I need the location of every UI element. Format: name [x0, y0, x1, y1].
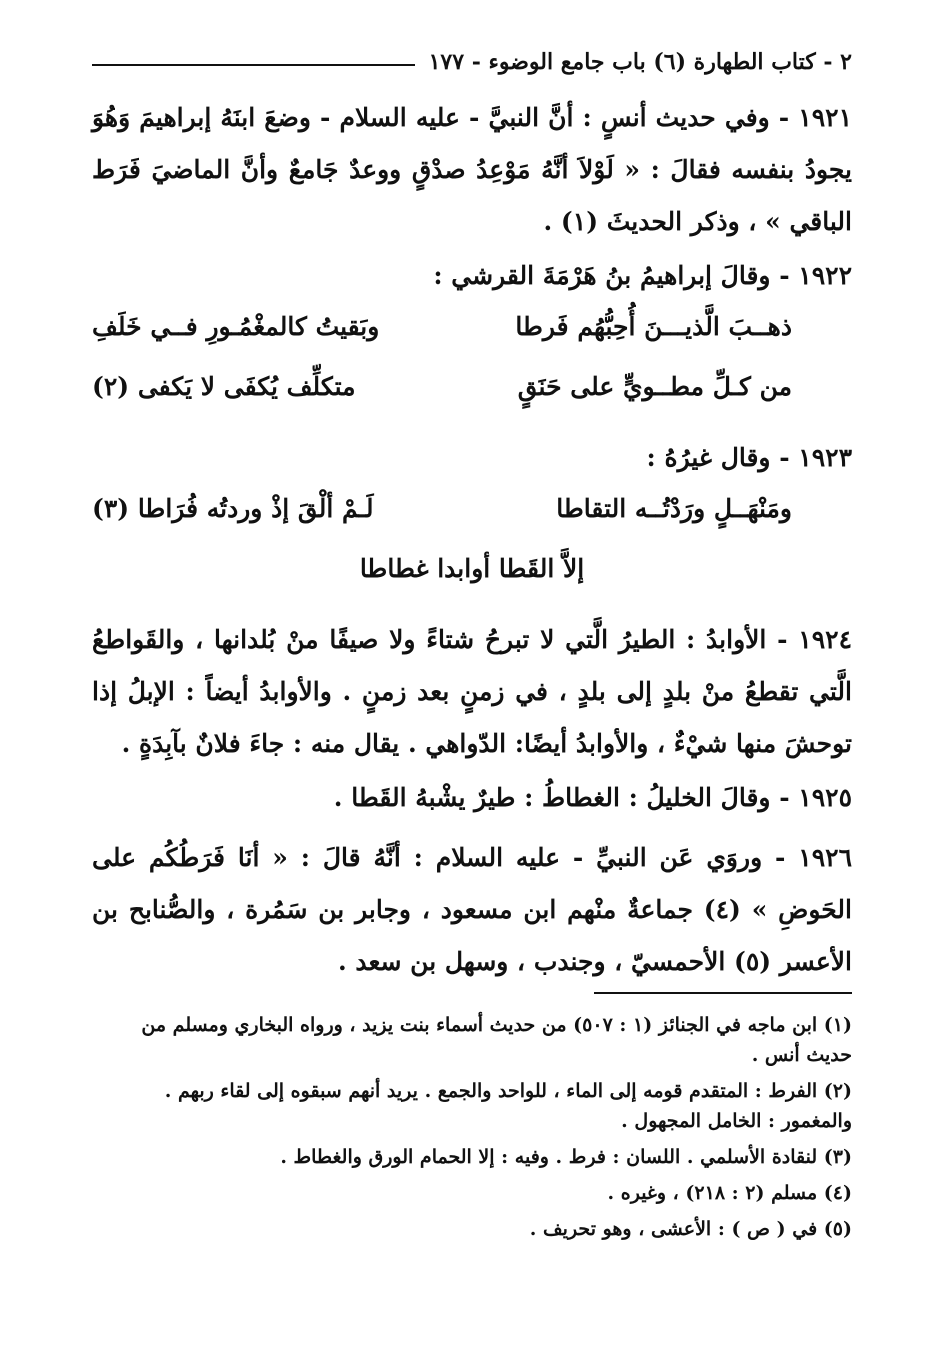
verse-hemistich: من كـلِّ مطــويٍّ على حَنَقٍ	[517, 372, 792, 401]
entry-1925-text: ١٩٢٥ - وقالَ الخليلُ : الغطاطُ : طيرٌ يشْبهُ القَطا .	[333, 783, 852, 812]
entry-1923-intro	[92, 432, 852, 484]
entry-1923-intro-text: ١٩٢٣ - وقال غيرُهُ :	[646, 443, 852, 472]
footnote-5: (٥) في ( ص ) : الأعشى ، وهو تحريف .	[529, 1218, 852, 1240]
entry-1926	[92, 832, 852, 988]
verse-hemistich: ومَنْهَــلٍ ورَدْتُــه التقاطا	[556, 494, 792, 523]
footnotes	[92, 1010, 852, 1250]
verse-1923-line-2	[92, 554, 852, 583]
verse-line-text: إلاَّ القَطا أوابدا غطاطا	[359, 554, 585, 583]
entry-1926-text: ١٩٢٦ - وروَي عَن النبيِّ - عليه السلام : أنَّهُ قالَ : « أنَا فَرَطُكُم على الحَوضِ » (٤) جماعةٌ منْهم ابن مسعود ، وجابر بن سَمُرة ، والصُّنابح بن الأعسر (٥) الأحمسيّ ، وجندب ، وسهل بن سعد .	[92, 843, 852, 976]
footnote-3: (٣) لنقادة الأسلمي . اللسان : فرط . وفيه : إلا الحمام الورق والغطاط .	[280, 1146, 852, 1168]
footnote-2: (٢) الفرط : المتقدم قومه إلى الماء ، للواحد والجمع . يريد أنهم سبقوه إلى لقاء ربهم . والمغمور : الخامل المجهول .	[164, 1080, 852, 1132]
verse-hemistich: متكلِّف يُكفَى لا يَكفى (٢)	[92, 372, 356, 401]
footnote-4: (٤) مسلم (٢ : ٢١٨) ، وغيره .	[607, 1182, 852, 1204]
verse-hemistich: ذهــبَ الَّذيـــنَ أُحِبُّهُم فَرطا	[515, 312, 792, 341]
running-header	[92, 44, 852, 80]
entry-1921-text: ١٩٢١ - وفي حديث أنسٍ : أنَّ النبيَّ - عليه السلام - وضعَ ابنَهُ إبراهيمَ وَهُوَ يجودُ بنفسه فقالَ : « لَوْلاَ أنَّهُ مَوْعِدُ صدْقٍ ووعدٌ جَامعٌ وأنَّ الماضيَ فَرَط الباقي » ، وذكر الحديثَ (١) .	[92, 103, 852, 236]
entry-1924	[92, 614, 852, 770]
entry-1925	[92, 772, 852, 824]
header-rule	[92, 64, 415, 66]
verse-hemistich: وبَقيتُ كالمغْمُـورِ فــي خَلَفِ	[92, 312, 380, 341]
footnote-1: (١) ابن ماجه في الجنائز (١ : ٥٠٧) من حديث أسماء بنت يزيد ، ورواه البخاري ومسلم من حديث أنس .	[141, 1014, 852, 1066]
verse-1923-line-1	[92, 494, 852, 546]
entry-1921	[92, 92, 852, 248]
entry-1922-intro	[92, 250, 852, 302]
verse-1922-line-1	[92, 312, 852, 364]
verse-hemistich: لَـمْ ألْقَ إذْ وردتُه فُرَاطا (٣)	[92, 494, 374, 523]
entry-1922-intro-text: ١٩٢٢ - وقالَ إبراهيمُ بنُ هَرْمَةَ القرشي :	[433, 261, 852, 290]
verse-1922-line-2	[92, 372, 852, 424]
header-title: ٢ - كتاب الطهارة (٦) باب جامع الوضوء - ١٧٧	[428, 49, 852, 75]
entry-1924-text: ١٩٢٤ - الأوابدُ : الطيرُ الَّتي لا تبرحُ شتاءً ولا صيفًا منْ بُلدانها ، والقَواطعُ الَّتي تقطعُ منْ بلدٍ إلى بلدٍ ، في زمنٍ بعد زمنٍ . والأوابدُ أيضاً : الإبلُ إذا توحشَ منها شيْءٌ ، والأوابدُ أيضًا: الدّواهي . يقال منه : جاءَ فلانٌ بآبِدَةٍ .	[92, 625, 852, 758]
footnote-separator	[594, 992, 852, 994]
